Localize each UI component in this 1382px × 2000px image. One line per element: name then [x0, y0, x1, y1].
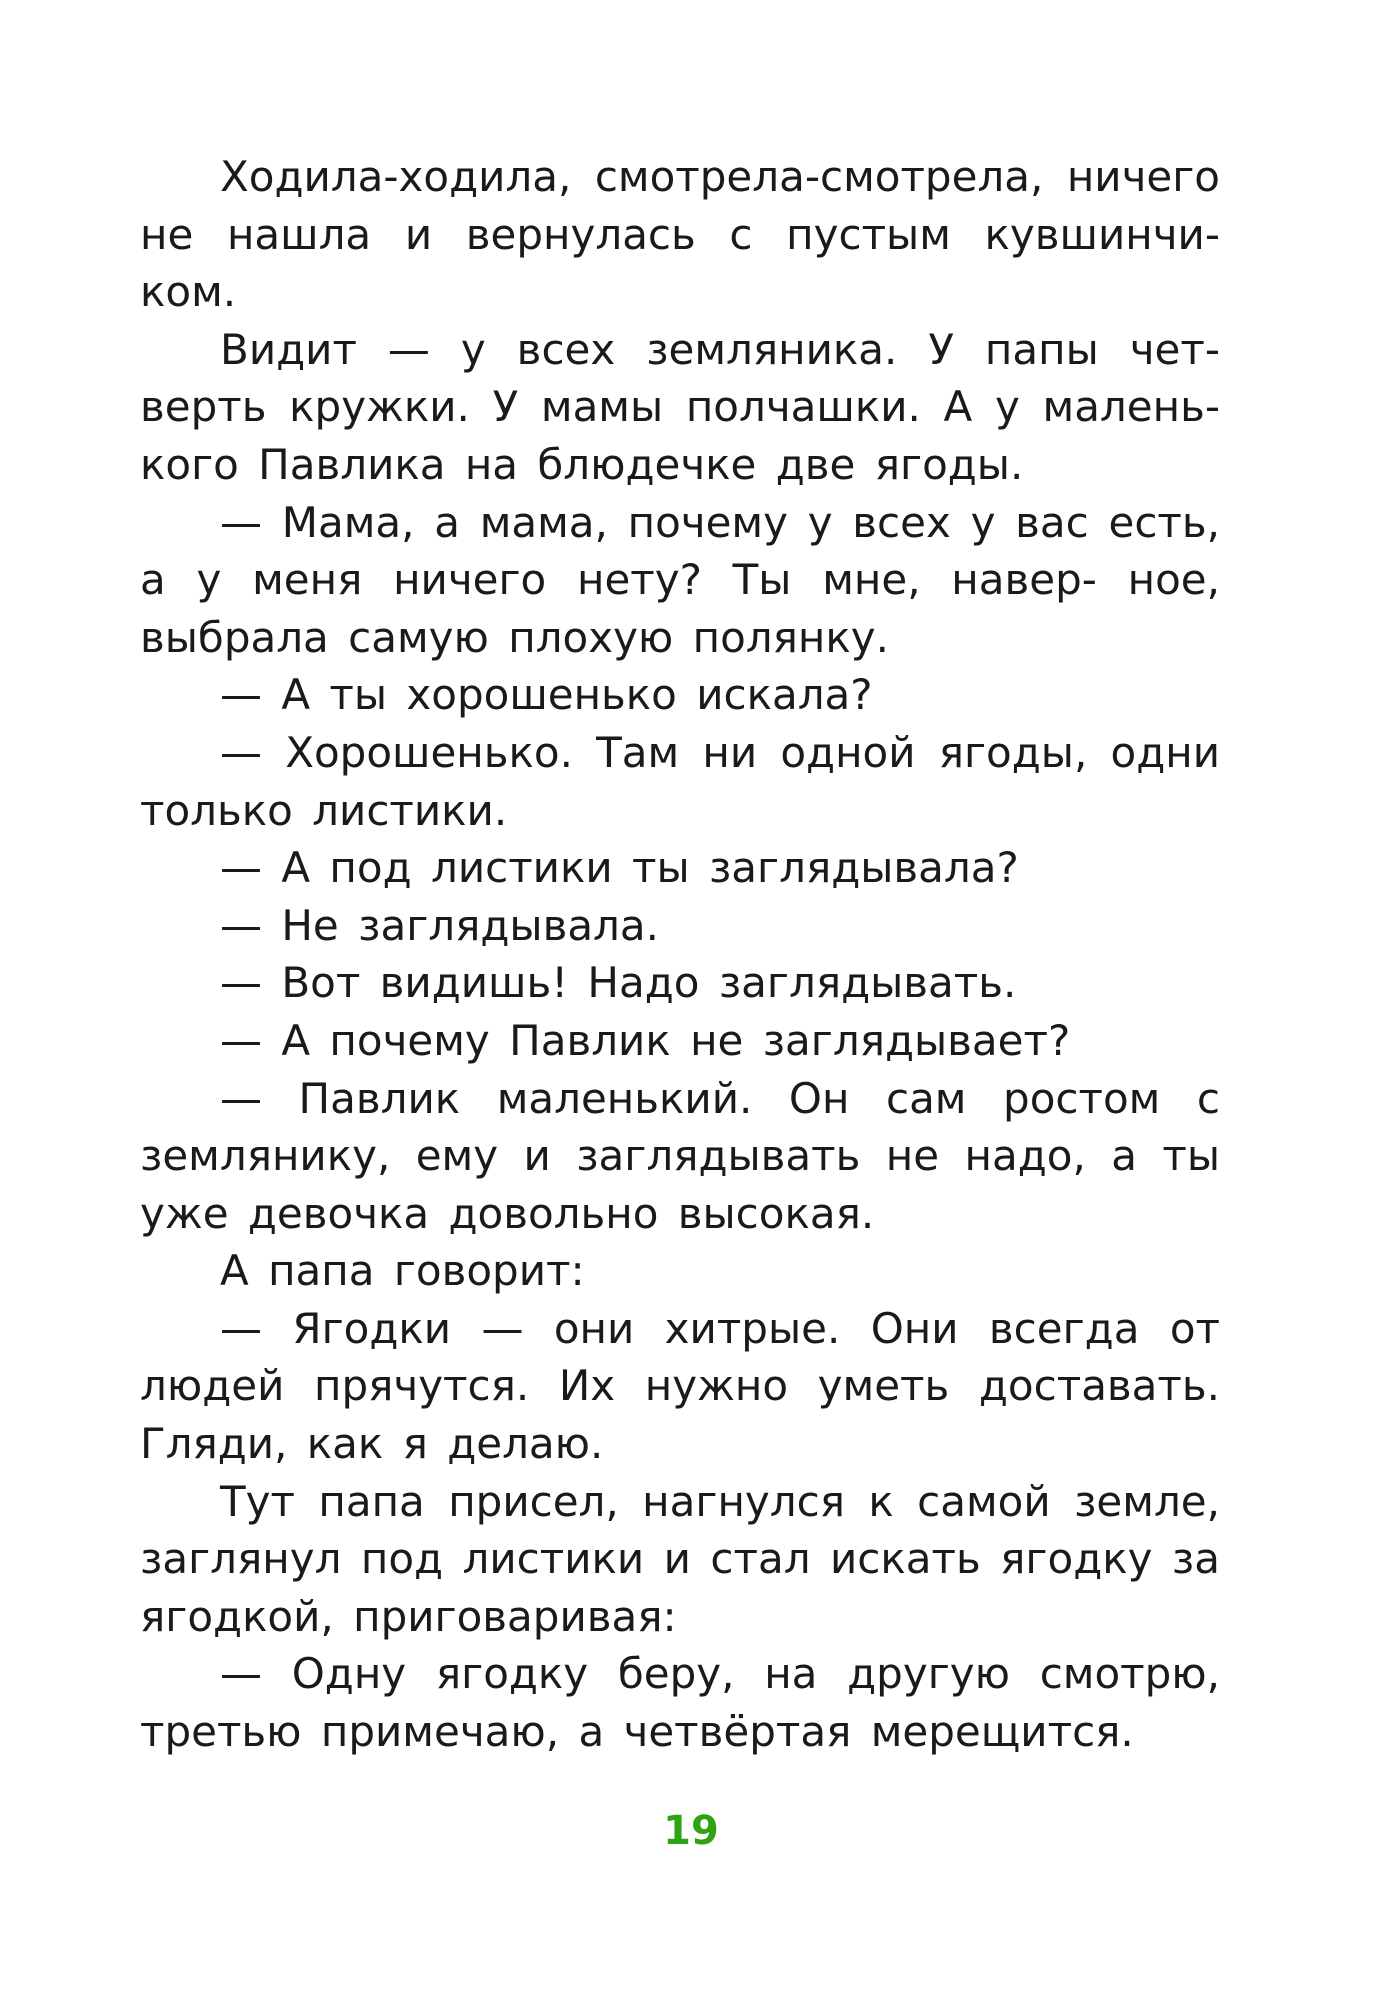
paragraph: Ходила-ходила, смотрела-смотрела, ничего не нашла и вернулась с пустым кувшинчи- ком.	[140, 152, 1220, 317]
dialogue-line: — А ты хорошенько искала?	[220, 670, 873, 720]
dialogue-line: — Хорошенько. Там ни одной ягоды, одни только листики.	[140, 727, 1220, 835]
paragraph: А папа говорит:	[220, 1246, 585, 1296]
dialogue-line: — А под листики ты заглядывала?	[220, 843, 1019, 893]
dialogue-line: — Павлик маленький. Он сам ростом с землянику, ему и заглядывать не надо, а ты уже девочка довольно высокая.	[140, 1073, 1220, 1238]
dialogue-line: — Одну ягодку беру, на другую смотрю, третью примечаю, а четвёртая мерещится.	[140, 1649, 1220, 1757]
dialogue-line: — А почему Павлик не заглядывает?	[220, 1015, 1071, 1065]
dialogue-line: — Ягодки — они хитрые. Они всегда от людей прячутся. Их нужно уметь доставать. Гляди, как я делаю.	[140, 1303, 1220, 1469]
page-number: 19	[663, 1808, 719, 1854]
dialogue-line: — Мама, а мама, почему у всех у вас есть, а у меня ничего нету? Ты мне, навер- ное, выбрала самую плохую полянку.	[140, 497, 1220, 662]
dialogue-line: — Не заглядывала.	[220, 900, 659, 950]
paragraph: Тут папа присел, нагнулся к самой земле, заглянул под листики и стал искать ягодку за ягодкой, приговаривая:	[140, 1476, 1220, 1641]
dialogue-line: — Вот видишь! Надо заглядывать.	[220, 958, 1017, 1008]
paragraph: Видит — у всех земляника. У папы чет- верть кружки. У мамы полчашки. А у малень- кого Павлика на блюдечке две ягоды.	[140, 324, 1220, 489]
story-text	[140, 148, 1220, 1761]
